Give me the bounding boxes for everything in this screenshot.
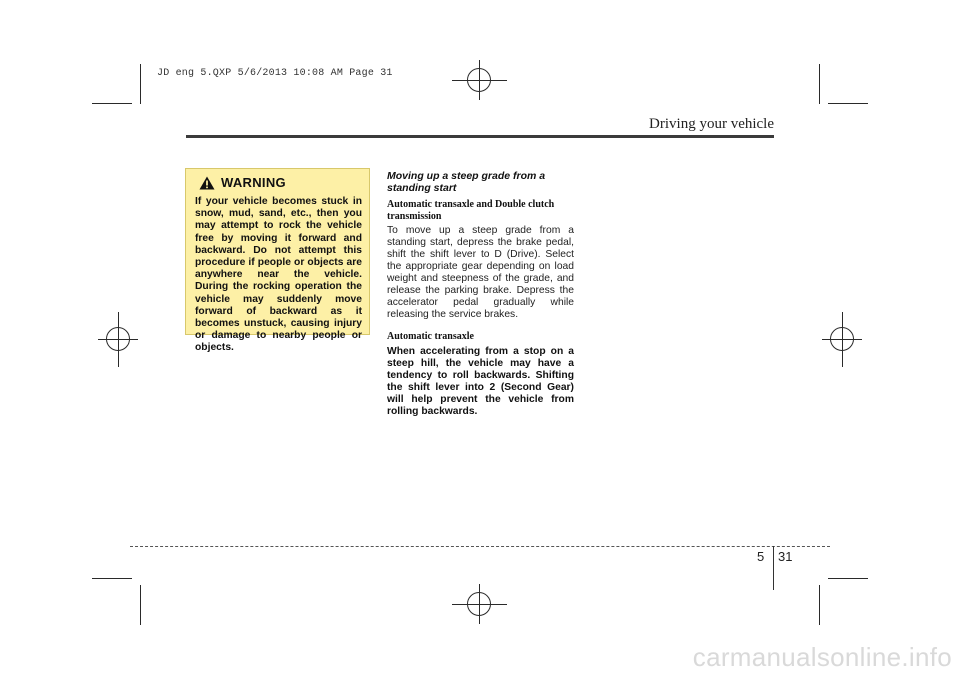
crop-mark [92,578,132,579]
warning-triangle-icon [199,176,215,190]
crop-mark [819,585,820,625]
paragraph-steep-grade: To move up a steep grade from a standing start, depress the brake pedal, shift the shift lever to D (Drive). Select the appropriate gear depending on load weight and steepness of the grade, and release the parking brake. Depress the accelerator pedal gradually while releasing the service brakes. [387,225,574,320]
crop-mark [828,578,868,579]
watermark: carmanualsonline.info [692,642,952,672]
section-heading: Moving up a steep grade from a standing start [387,170,546,194]
crop-mark [819,64,820,104]
subheading-automatic-dct: Automatic transaxle and Double clutch transmission [387,199,555,222]
page-number-separator [773,546,774,590]
crop-mark [828,103,868,104]
warning-text: If your vehicle becomes stuck in snow, mud, sand, etc., then you may attempt to rock the vehicle free by moving it forward and backward. Do not attempt this procedure if people or objects are anywhere near the vehicle. During the rocking operation the vehicle may suddenly move forward of backward as it becomes unstuck, causing injury or damage to nearby people or objects. [195,196,362,354]
crop-mark [140,585,141,625]
page-number: 31 [778,549,793,564]
crop-mark [140,64,141,104]
print-slug: JD eng 5.QXP 5/6/2013 10:08 AM Page 31 [157,68,393,79]
crop-mark [92,103,132,104]
header-rule [186,135,774,138]
paragraph-roll-back: When accelerating from a stop on a steep hill, the vehicle may have a tendency to roll backwards. Shifting the shift lever into 2 (Second Gear) will help prevent the vehicle from rolling backwards. [387,345,574,417]
warning-box [185,168,370,354]
section-title: Driving your vehicle [649,116,774,132]
warning-header [199,175,362,190]
subheading-automatic: Automatic transaxle [387,331,474,342]
footer-rule [130,546,830,547]
content-column [387,170,574,418]
chapter-number: 5 [757,549,765,564]
warning-title: WARNING [221,175,286,190]
